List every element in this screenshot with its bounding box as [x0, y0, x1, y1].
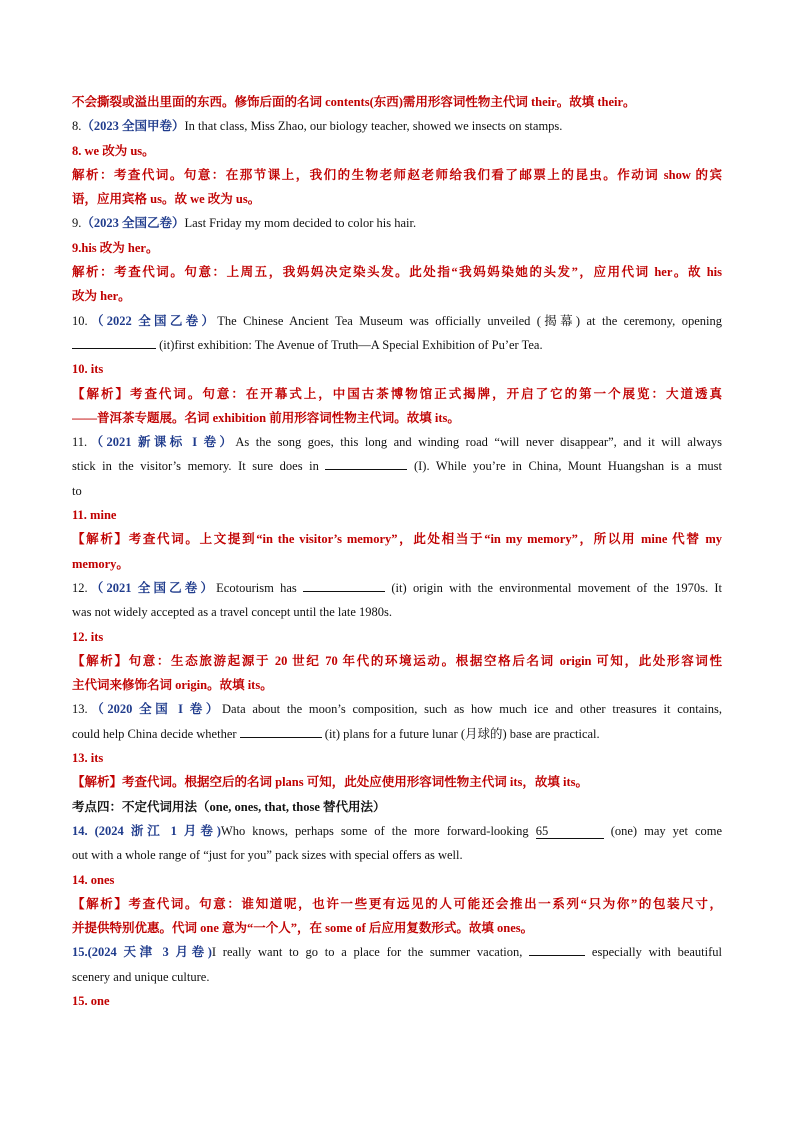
question-13 [72, 697, 722, 721]
question-text: I really want to go to a place for the summer vacation, [211, 945, 523, 960]
question-9 [72, 211, 722, 235]
question-14 [72, 819, 722, 843]
explanation-line: 不会撕裂或溢出里面的东西。修饰后面的名词 contents(东西)需用形容词性物主代词 their。故填 their。 [72, 95, 636, 109]
explanation-line: ——普洱茶专题展。名词 exhibition 前用形容词性物主代词。故填 its。 [72, 410, 460, 425]
question-number: 10. [72, 313, 88, 328]
question-text: could help China decide whether [72, 726, 237, 741]
question-text: scenery and unique culture. [72, 969, 210, 984]
explanation-line: 【解析】考查代词。根据空后的名词 plans 可知，此处应使用形容词性物主代词 its，故填 its。 [72, 775, 588, 790]
question-text: (it)first exhibition: The Avenue of Truth—A Special Exhibition of Pu’er Tea. [159, 337, 543, 352]
explanation-line: 【解析】考查代词。句意：谁知道呢，也许一些更有远见的人可能还会推出一系列“只为你”的包装尺寸， [72, 896, 722, 911]
answer-11: 11. mine [72, 508, 117, 523]
question-text: As the song goes, this long and winding road “will never disappear”, and it will always [235, 435, 722, 450]
question-text: to [72, 483, 82, 498]
question-source: （2023 全国乙卷） [81, 216, 185, 231]
answer-12: 12. its [72, 629, 104, 644]
answer-blank [529, 941, 585, 956]
answer-blank [303, 577, 385, 592]
explanation-line: 【解析】考查代词。上文提到“in the visitor’s memory”，此处相当于“in my memory”，所以用 mine 代替 my [72, 532, 722, 547]
answer-10: 10. its [72, 362, 104, 377]
question-number: 13. [72, 702, 88, 717]
explanation-line: 并提供特别优惠。代词 one 意为“一个人”，在 some of 后应用复数形式。故填 ones。 [72, 921, 534, 936]
document-page [72, 90, 722, 1013]
answer-9: 9.his 改为 her。 [72, 240, 159, 255]
explanation-line: 【解析】考查代词。句意：在开幕式上，中国古茶博物馆正式揭牌，开启了它的第一个展览：大道透真 [72, 386, 722, 401]
question-text: Data about the moon’s composition, such as how much ice and other treasures it contains, [222, 702, 722, 717]
question-text: stick in the visitor’s memory. It sure does in [72, 459, 319, 474]
question-text: (one) may yet come [610, 823, 722, 838]
question-number: 8. [72, 119, 82, 134]
question-text: (I). While you’re in China, Mount Huangshan is a must [413, 459, 722, 474]
explanation-line: 【解析】句意：生态旅游起源于 20 世纪 70 年代的环境运动。根据空格后名词 origin 可知，此处形容词性 [72, 653, 722, 668]
question-source: （2021 全国乙卷） [87, 580, 217, 595]
question-source: （2021 新课标 I 卷） [87, 435, 236, 450]
question-text: especially with beautiful [591, 945, 722, 960]
answer-blank: 65 [536, 824, 604, 839]
answer-15: 15. one [72, 993, 110, 1008]
question-11 [72, 430, 722, 454]
explanation-line: 解析：考查代词。句意：上周五，我妈妈决定染头发。此处指“我妈妈染她的头发”，应用代词 her。故 his [72, 265, 722, 280]
question-number: 9. [72, 216, 82, 231]
question-text: Ecotourism has [216, 580, 297, 595]
question-12 [72, 576, 722, 600]
question-text: out with a whole range of “just for you” pack sizes with special offers as well. [72, 848, 463, 863]
question-text: (it) origin with the environmental movement of the 1970s. It [391, 580, 722, 595]
explanation-line: 改为 her。 [72, 289, 131, 304]
answer-14: 14. ones [72, 872, 115, 887]
question-source: 15.(2024 天津 3 月卷) [72, 945, 212, 960]
explanation-line: 主代词来修饰名词 origin。故填 its。 [72, 678, 273, 693]
explanation-line: 解析：考查代词。句意：在那节课上，我们的生物老师赵老师给我们看了邮票上的昆虫。作动词 show 的宾 [72, 167, 722, 182]
question-source: （2023 全国甲卷） [81, 119, 185, 134]
question-text: Who knows, perhaps some of the more forward-looking [220, 823, 529, 838]
question-text: (it) plans for a future lunar (月球的) base are practical. [324, 726, 600, 741]
question-text: Last Friday my mom decided to color his hair. [184, 216, 417, 231]
question-11-cont [72, 454, 722, 478]
answer-8: 8. we 改为 us。 [72, 143, 155, 158]
question-number: 12. [72, 580, 88, 595]
question-10-cont [72, 333, 722, 357]
question-10 [72, 309, 722, 333]
answer-blank [72, 334, 156, 349]
section-heading: 考点四：不定代词用法（one, ones, that, those 替代用法） [72, 799, 386, 814]
answer-blank [325, 455, 407, 470]
question-text: The Chinese Ancient Tea Museum was officially unveiled (揭幕) at the ceremony, opening [217, 313, 722, 328]
question-text: In that class, Miss Zhao, our biology teacher, showed we insects on stamps. [184, 119, 563, 134]
question-source: （2022 全国乙卷） [87, 313, 218, 328]
question-source: （2020 全国 I 卷） [87, 702, 223, 717]
answer-blank [240, 723, 322, 738]
explanation-line: memory。 [72, 556, 129, 571]
question-8 [72, 114, 722, 138]
question-source: 14. (2024 浙江 1 月卷) [72, 823, 221, 838]
explanation-line: 语，应用宾格 us。故 we 改为 us。 [72, 192, 261, 207]
question-number: 11. [72, 435, 88, 450]
question-15 [72, 940, 722, 964]
answer-13: 13. its [72, 751, 104, 766]
question-text: was not widely accepted as a travel concept until the late 1980s. [72, 605, 393, 620]
question-13-cont [72, 722, 722, 746]
